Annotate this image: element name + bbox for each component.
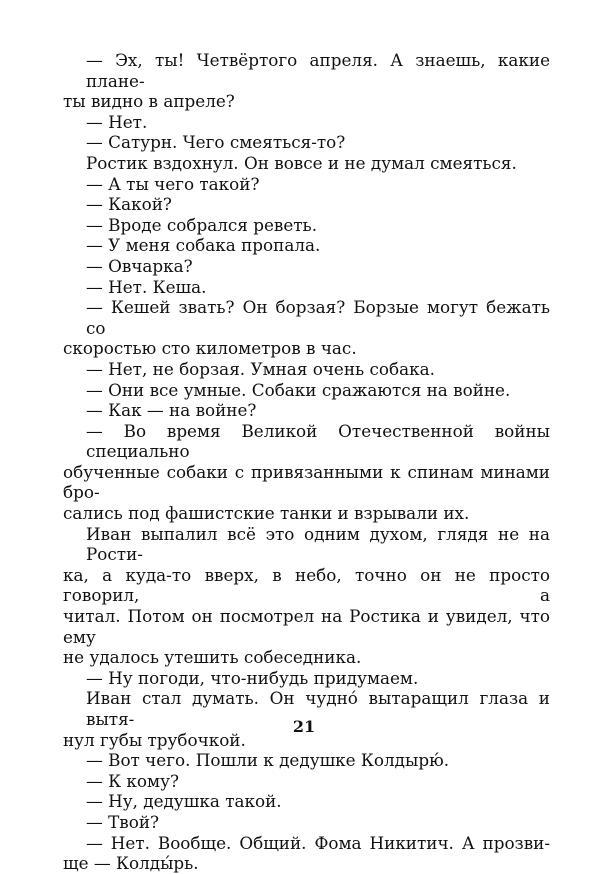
- text-line-8: — Вроде собрался реветь.: [86, 214, 318, 235]
- text-line-27: — Вот чего. Пошли к дедушке Колдырю́.: [86, 750, 450, 771]
- text-line-18: обученные собаки с привязанными к спинам минами бро-: [63, 461, 550, 503]
- page-number: 21: [292, 717, 316, 736]
- text-line-24: — Ну погоди, что-нибудь придумаем.: [86, 667, 419, 688]
- text-line-1: — Эх, ты! Четвёртого апреля. А знаешь, какие плане-: [86, 50, 550, 91]
- text-line-6: — А ты чего такой?: [86, 173, 260, 194]
- text-line-5: Ростик вздохнул. Он вовсе и не думал смеяться.: [86, 152, 517, 173]
- text-line-30: — Твой?: [86, 811, 160, 832]
- text-line-25: Иван стал думать. Он чудно́ вытаращил глаза и вытя-: [86, 688, 550, 729]
- text-line-15: — Они все умные. Собаки сражаются на войне.: [86, 379, 511, 400]
- text-line-23: не удалось утешить собеседника.: [63, 647, 362, 668]
- text-line-20: Иван выпалил всё это одним духом, глядя не на Рости-: [86, 523, 550, 565]
- text-line-16: — Как — на войне?: [86, 400, 257, 421]
- text-line-17: — Во время Великой Отечественной войны специально: [86, 420, 550, 462]
- text-line-2: ты видно в апреле?: [63, 91, 235, 112]
- text-line-29: — Ну, дедушка такой.: [86, 791, 282, 812]
- text-line-19: сались под фашистские танки и взрывали их.: [63, 503, 470, 524]
- text-line-14: — Нет, не борзая. Умная очень собака.: [86, 358, 435, 379]
- text-line-22: читал. Потом он посмотрел на Ростика и увидел, что ему: [63, 606, 550, 647]
- text-line-31: — Нет. Вообще. Общий. Фома Никитич. А прозви-: [86, 832, 550, 853]
- book-page-text: [63, 50, 550, 874]
- text-line-28: — К кому?: [86, 770, 179, 791]
- text-line-21: ка, а куда-то вверх, в небо, точно он не просто говорил, а: [63, 564, 550, 606]
- text-line-9: — У меня собака пропала.: [86, 235, 321, 256]
- text-line-7: — Какой?: [86, 194, 172, 215]
- text-line-13: скоростью сто километров в час.: [63, 338, 357, 359]
- text-line-10: — Овчарка?: [86, 255, 193, 276]
- text-line-11: — Нет. Кеша.: [86, 276, 207, 297]
- text-line-32: ще — Колды́рь.: [63, 853, 199, 874]
- text-line-26: нул губы трубочкой.: [63, 729, 246, 750]
- text-line-3: — Нет.: [86, 111, 148, 132]
- text-line-12: — Кешей звать? Он борзая? Борзые могут бежать со: [86, 297, 550, 338]
- text-line-4: — Сатурн. Чего смеяться-то?: [86, 132, 346, 153]
